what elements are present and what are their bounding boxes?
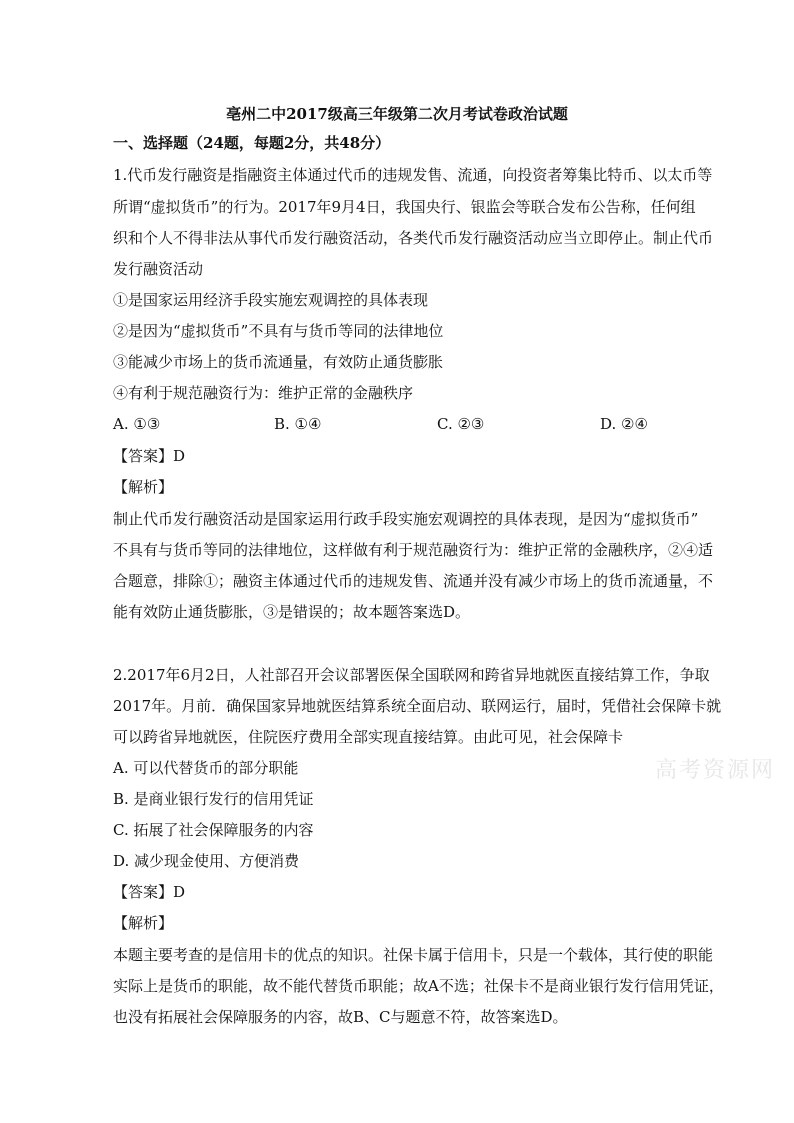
- q2-stem-line: 2017年。月前．确保国家异地就医结算系统全面启动、联网运行，届时，凭借社会保障卡就: [113, 697, 722, 715]
- q1-statement: ④有利于规范融资行为：维护正常的金融秩序: [113, 384, 414, 402]
- q2-analysis-line: 实际上是货币的职能，故不能代替货币职能；故A不选；社保卡不是商业银行发行信用凭证，: [113, 977, 724, 995]
- q1-option-d: D. ②④: [600, 415, 648, 433]
- q1-answer: 【答案】D: [113, 447, 186, 465]
- q1-option-c: C. ②③: [437, 415, 485, 433]
- q1-analysis-line: 合题意，排除①；融资主体通过代币的违规发售、流通并没有减少市场上的货币流通量，不: [113, 572, 714, 590]
- q1-option-a: A. ①③: [113, 415, 161, 433]
- watermark: 高考资源网: [655, 758, 776, 783]
- q1-analysis-label: 【解析】: [113, 478, 174, 496]
- q1-stem-line: 发行融资活动: [113, 260, 204, 278]
- exam-title: 亳州二中2017级高三年级第二次月考试卷政治试题: [226, 105, 568, 123]
- q2-option-a: A. 可以代替货币的部分职能: [113, 759, 299, 777]
- q2-analysis-line: 本题主要考查的是信用卡的优点的知识。社保卡属于信用卡，只是一个载体，其行使的职能: [113, 946, 714, 964]
- q1-analysis-line: 能有效防止通货膨胀，③是错误的；故本题答案选D。: [113, 603, 471, 621]
- q1-option-b: B. ①④: [274, 415, 322, 433]
- q2-answer: 【答案】D: [113, 883, 186, 901]
- q1-statement: ①是国家运用经济手段实施宏观调控的具体表现: [113, 291, 429, 309]
- q1-stem-line: 所谓“虚拟货币”的行为。2017年9月4日，我国央行、银监会等联合发布公告称，任何组: [113, 198, 696, 216]
- q1-analysis-line: 制止代币发行融资活动是国家运用行政手段实施宏观调控的具体表现，是因为“虚拟货币”: [113, 510, 699, 528]
- q2-stem-line: 2.2017年6月2日，人社部召开会议部署医保全国联网和跨省异地就医直接结算工作，争取: [113, 666, 710, 684]
- section-heading: 一、选择题（24题，每题2分，共48分）: [113, 134, 391, 152]
- q1-statement: ③能减少市场上的货币流通量，有效防止通货膨胀: [113, 353, 444, 371]
- q2-stem-line: 可以跨省异地就医，住院医疗费用全部实现直接结算。由此可见，社会保障卡: [113, 728, 624, 746]
- q2-option-b: B. 是商业银行发行的信用凭证: [113, 790, 314, 808]
- q1-stem-line: 1.代币发行融资是指融资主体通过代币的违规发售、流通，向投资者筹集比特币、以太币等: [113, 166, 713, 184]
- q2-option-d: D. 减少现金使用、方便消费: [113, 852, 300, 870]
- q1-stem-line: 织和个人不得非法从事代币发行融资活动，各类代币发行融资活动应当立即停止。制止代币: [113, 229, 714, 247]
- q1-options: [113, 413, 683, 435]
- q1-analysis-line: 不具有与货币等同的法律地位，这样做有利于规范融资行为：维护正常的金融秩序，②④适: [113, 541, 714, 559]
- q1-statement: ②是因为“虚拟货币”不具有与货币等同的法律地位: [113, 322, 444, 340]
- q2-analysis-label: 【解析】: [113, 914, 174, 932]
- q2-option-c: C. 拓展了社会保障服务的内容: [113, 821, 314, 839]
- q2-analysis-line: 也没有拓展社会保障服务的内容，故B、C与题意不符，故答案选D。: [113, 1008, 568, 1026]
